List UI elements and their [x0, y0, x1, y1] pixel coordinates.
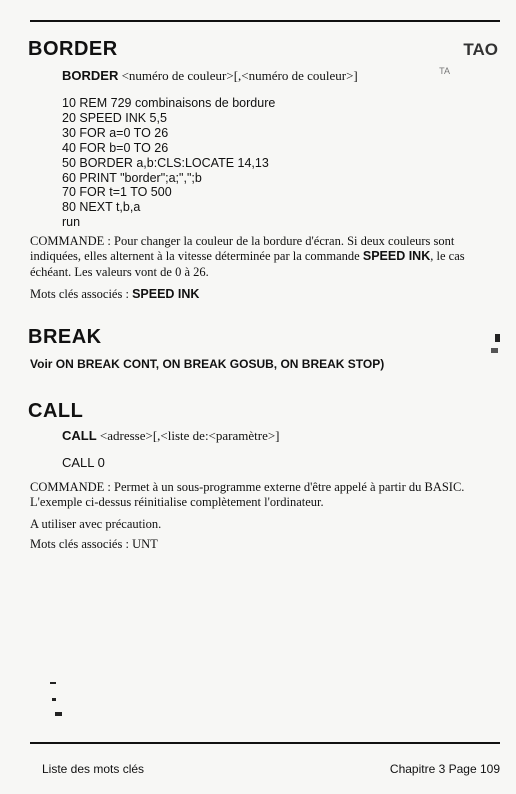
- code-line: 40 FOR b=0 TO 26: [62, 140, 169, 155]
- border-syntax-keyword: BORDER: [62, 68, 119, 83]
- code-line: 60 PRINT "border";a;",";b: [62, 170, 202, 185]
- margin-smudge: [52, 698, 56, 701]
- border-assoc-value: SPEED INK: [132, 287, 200, 301]
- border-code-listing: [62, 96, 275, 230]
- call-example: CALL 0: [62, 455, 105, 470]
- call-syntax-keyword: CALL: [62, 428, 97, 443]
- call-description: COMMANDE : Permet à un sous-programme externe d'être appelé à partir du BASIC. L'exemple ci-dessus réinitialise complètement l'ordinateur.: [30, 480, 465, 510]
- border-syntax: [62, 68, 358, 84]
- top-rule: [30, 20, 500, 22]
- footer-page-number: Chapitre 3 Page 109: [389, 762, 500, 776]
- call-syntax: [62, 428, 280, 444]
- bottom-rule: [30, 742, 500, 744]
- margin-smudge: [495, 334, 500, 342]
- margin-smudge: [50, 682, 56, 684]
- code-line: 10 REM 729 combinaisons de bordure: [62, 96, 276, 110]
- code-line: 50 BORDER a,b:CLS:LOCATE 14,13: [62, 155, 269, 170]
- break-see-also: Voir ON BREAK CONT, ON BREAK GOSUB, ON BREAK STOP): [30, 357, 385, 371]
- code-line: run: [62, 215, 81, 230]
- margin-smudge: [491, 348, 498, 353]
- border-desc-part1: COMMANDE : Pour changer la couleur de la bordure d'écran. Si deux couleurs sont indiquées, elles alternent à la vitesse déterminée par la commande: [30, 234, 455, 264]
- border-desc-keyword: SPEED INK: [362, 249, 431, 264]
- border-associated: [30, 287, 500, 302]
- corner-mark: TAO: [463, 40, 498, 59]
- border-desc-part2: , le cas échéant. Les valeurs vont de 0 à 26.: [30, 249, 465, 279]
- call-syntax-args: <adresse>[,<liste de:<paramètre>]: [96, 428, 280, 443]
- heading-break: BREAK: [28, 326, 102, 348]
- border-description: [30, 234, 500, 280]
- corner-mark-faint: TA: [439, 66, 450, 76]
- heading-call: CALL: [28, 400, 84, 422]
- call-caution: A utiliser avec précaution.: [30, 517, 162, 531]
- code-line: 70 FOR t=1 TO 500: [62, 185, 172, 200]
- border-syntax-args: <numéro de couleur>[,<numéro de couleur>]: [118, 68, 358, 83]
- code-line: 30 FOR a=0 TO 26: [62, 125, 169, 140]
- footer-section-name: Liste des mots clés: [42, 762, 145, 776]
- margin-smudge: [55, 712, 62, 716]
- code-line: 20 SPEED INK 5,5: [62, 110, 167, 125]
- call-associated: Mots clés associés : UNT: [30, 537, 158, 551]
- heading-border: BORDER: [28, 38, 118, 60]
- code-line: 80 NEXT t,b,a: [62, 200, 141, 215]
- border-assoc-label: Mots clés associés :: [30, 287, 133, 301]
